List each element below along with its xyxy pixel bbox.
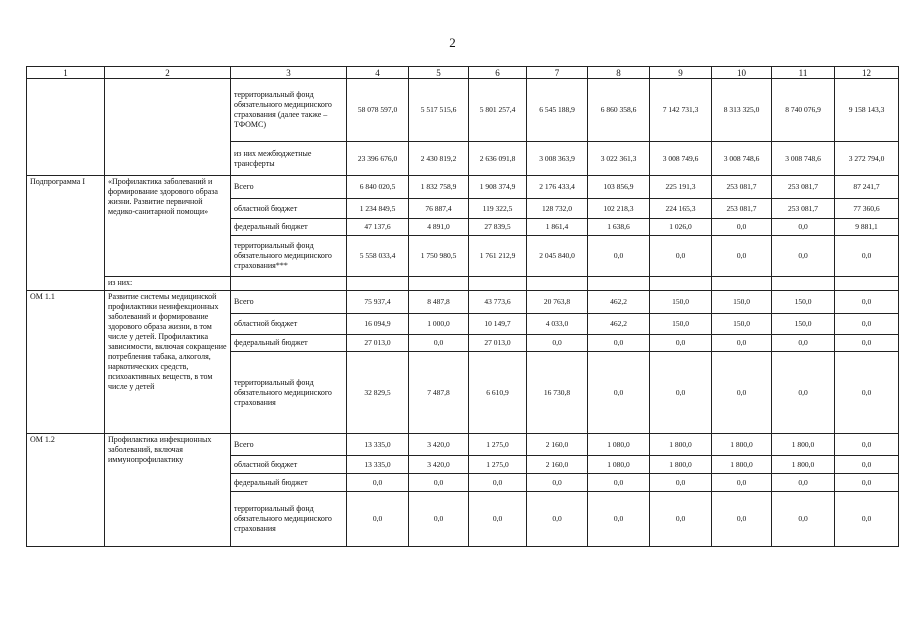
value-cell: 119 322,5: [469, 199, 527, 219]
column-header: 6: [469, 67, 527, 79]
value-cell: 0,0: [409, 335, 469, 352]
value-cell: [409, 277, 469, 291]
program-name-cell: Профилактика инфекционных заболеваний, включая иммунопрофилактику: [105, 434, 231, 547]
column-header: 4: [347, 67, 409, 79]
value-cell: 2 160,0: [527, 434, 588, 456]
value-cell: 150,0: [712, 314, 772, 335]
value-cell: 0,0: [409, 492, 469, 547]
page-number: 2: [449, 35, 456, 50]
value-cell: 0,0: [712, 335, 772, 352]
value-cell: 0,0: [772, 492, 835, 547]
value-cell: 1 026,0: [650, 219, 712, 236]
value-cell: 3 008 363,9: [527, 142, 588, 176]
funding-source-cell: федеральный бюджет: [231, 474, 347, 492]
funding-source-cell: областной бюджет: [231, 456, 347, 474]
value-cell: 0,0: [712, 236, 772, 277]
value-cell: 16 730,8: [527, 352, 588, 434]
row-code-cell: ОМ 1.2: [27, 434, 105, 547]
funding-source-cell: Всего: [231, 176, 347, 199]
program-name-cell: Развитие системы медицинской профилактики неинфекционных заболеваний и формирование здорового образа жизни, в том числе у детей. Профилактика зависимости, включая сокращение потребления табака, алкоголя, наркотических средств, психоактивных веществ, в том числе у детей: [105, 291, 231, 434]
value-cell: [588, 277, 650, 291]
value-cell: [347, 277, 409, 291]
value-cell: 23 396 676,0: [347, 142, 409, 176]
value-cell: 5 517 515,6: [409, 79, 469, 142]
value-cell: 3 420,0: [409, 456, 469, 474]
row-code-cell: Подпрограмма I: [27, 176, 105, 291]
funding-source-cell: Всего: [231, 434, 347, 456]
value-cell: 6 840 020,5: [347, 176, 409, 199]
value-cell: 1 080,0: [588, 434, 650, 456]
value-cell: 0,0: [835, 291, 899, 314]
value-cell: 0,0: [835, 335, 899, 352]
funding-source-cell: территориальный фонд обязательного медицинского страхования: [231, 352, 347, 434]
value-cell: 150,0: [772, 291, 835, 314]
value-cell: 0,0: [527, 335, 588, 352]
funding-source-cell: областной бюджет: [231, 314, 347, 335]
value-cell: 103 856,9: [588, 176, 650, 199]
value-cell: 1 638,6: [588, 219, 650, 236]
value-cell: 0,0: [712, 352, 772, 434]
value-cell: 0,0: [347, 474, 409, 492]
value-cell: 2 636 091,8: [469, 142, 527, 176]
table-row: [27, 434, 899, 456]
value-cell: 58 078 597,0: [347, 79, 409, 142]
funding-source-cell: территориальный фонд обязательного медицинского страхования: [231, 492, 347, 547]
funding-source-cell: территориальный фонд обязательного медицинского страхования***: [231, 236, 347, 277]
column-header: 10: [712, 67, 772, 79]
value-cell: 3 008 748,6: [712, 142, 772, 176]
value-cell: 0,0: [650, 492, 712, 547]
value-cell: 150,0: [712, 291, 772, 314]
header-row: [27, 67, 899, 79]
value-cell: 0,0: [588, 474, 650, 492]
value-cell: 0,0: [712, 492, 772, 547]
value-cell: 13 335,0: [347, 456, 409, 474]
value-cell: 128 732,0: [527, 199, 588, 219]
column-header: 1: [27, 67, 105, 79]
value-cell: 0,0: [588, 352, 650, 434]
value-cell: 77 360,6: [835, 199, 899, 219]
value-cell: 3 420,0: [409, 434, 469, 456]
value-cell: 2 176 433,4: [527, 176, 588, 199]
value-cell: 0,0: [469, 492, 527, 547]
value-cell: 0,0: [835, 314, 899, 335]
value-cell: 150,0: [772, 314, 835, 335]
value-cell: [469, 277, 527, 291]
value-cell: 1 861,4: [527, 219, 588, 236]
value-cell: 6 610,9: [469, 352, 527, 434]
value-cell: 7 487,8: [409, 352, 469, 434]
value-cell: 150,0: [650, 314, 712, 335]
value-cell: 0,0: [650, 236, 712, 277]
value-cell: 0,0: [835, 434, 899, 456]
value-cell: 462,2: [588, 314, 650, 335]
value-cell: 224 165,3: [650, 199, 712, 219]
value-cell: 16 094,9: [347, 314, 409, 335]
value-cell: 1 234 849,5: [347, 199, 409, 219]
value-cell: 6 860 358,6: [588, 79, 650, 142]
funding-source-cell: территориальный фонд обязательного медицинского страхования (далее также – ТФОМС): [231, 79, 347, 142]
value-cell: 1 800,0: [712, 434, 772, 456]
value-cell: 1 275,0: [469, 434, 527, 456]
value-cell: 32 829,5: [347, 352, 409, 434]
value-cell: 5 558 033,4: [347, 236, 409, 277]
value-cell: 9 881,1: [835, 219, 899, 236]
value-cell: 8 487,8: [409, 291, 469, 314]
column-header: 2: [105, 67, 231, 79]
row-code-cell: [27, 79, 105, 176]
value-cell: 102 218,3: [588, 199, 650, 219]
value-cell: [772, 277, 835, 291]
value-cell: 0,0: [469, 474, 527, 492]
table-row: [27, 291, 899, 314]
table-row: [27, 79, 899, 142]
value-cell: [650, 277, 712, 291]
value-cell: 0,0: [712, 474, 772, 492]
value-cell: 0,0: [772, 236, 835, 277]
value-cell: 27 013,0: [469, 335, 527, 352]
value-cell: 462,2: [588, 291, 650, 314]
value-cell: 1 800,0: [772, 456, 835, 474]
value-cell: 9 158 143,3: [835, 79, 899, 142]
table-row: [27, 176, 899, 199]
column-header: 9: [650, 67, 712, 79]
value-cell: 0,0: [650, 352, 712, 434]
value-cell: 0,0: [772, 335, 835, 352]
value-cell: 0,0: [835, 492, 899, 547]
value-cell: 3 008 748,6: [772, 142, 835, 176]
value-cell: 5 801 257,4: [469, 79, 527, 142]
column-header: 7: [527, 67, 588, 79]
value-cell: 1 832 758,9: [409, 176, 469, 199]
value-cell: 8 740 076,9: [772, 79, 835, 142]
program-name-cell: из них:: [105, 277, 231, 291]
value-cell: 27 013,0: [347, 335, 409, 352]
value-cell: 0,0: [527, 492, 588, 547]
value-cell: 0,0: [712, 219, 772, 236]
value-cell: 4 891,0: [409, 219, 469, 236]
value-cell: 1 000,0: [409, 314, 469, 335]
budget-table: [26, 66, 899, 547]
funding-source-cell: областной бюджет: [231, 199, 347, 219]
value-cell: 0,0: [588, 335, 650, 352]
value-cell: 0,0: [588, 492, 650, 547]
value-cell: 6 545 188,9: [527, 79, 588, 142]
value-cell: 75 937,4: [347, 291, 409, 314]
value-cell: 1 800,0: [650, 456, 712, 474]
column-header: 8: [588, 67, 650, 79]
value-cell: 8 313 325,0: [712, 79, 772, 142]
table-row: [27, 277, 899, 291]
value-cell: 47 137,6: [347, 219, 409, 236]
column-header: 11: [772, 67, 835, 79]
value-cell: 1 750 980,5: [409, 236, 469, 277]
value-cell: 0,0: [772, 219, 835, 236]
funding-source-cell: Всего: [231, 291, 347, 314]
value-cell: 1 761 212,9: [469, 236, 527, 277]
value-cell: 76 887,4: [409, 199, 469, 219]
value-cell: 10 149,7: [469, 314, 527, 335]
value-cell: 0,0: [527, 474, 588, 492]
value-cell: 1 800,0: [712, 456, 772, 474]
value-cell: 2 430 819,2: [409, 142, 469, 176]
value-cell: 0,0: [835, 236, 899, 277]
row-code-cell: ОМ 1.1: [27, 291, 105, 434]
value-cell: 20 763,8: [527, 291, 588, 314]
value-cell: 0,0: [772, 474, 835, 492]
program-name-cell: «Профилактика заболеваний и формирование здорового образа жизни. Развитие первичной медико-санитарной помощи»: [105, 176, 231, 277]
value-cell: 1 080,0: [588, 456, 650, 474]
value-cell: [712, 277, 772, 291]
value-cell: 0,0: [409, 474, 469, 492]
funding-source-cell: федеральный бюджет: [231, 219, 347, 236]
value-cell: 253 081,7: [712, 199, 772, 219]
value-cell: 253 081,7: [772, 176, 835, 199]
column-header: 3: [231, 67, 347, 79]
value-cell: 1 800,0: [650, 434, 712, 456]
value-cell: 1 275,0: [469, 456, 527, 474]
value-cell: 3 022 361,3: [588, 142, 650, 176]
value-cell: 1 800,0: [772, 434, 835, 456]
value-cell: 253 081,7: [712, 176, 772, 199]
value-cell: 2 045 840,0: [527, 236, 588, 277]
value-cell: 7 142 731,3: [650, 79, 712, 142]
value-cell: 0,0: [650, 474, 712, 492]
value-cell: 0,0: [772, 352, 835, 434]
value-cell: 0,0: [835, 456, 899, 474]
value-cell: 27 839,5: [469, 219, 527, 236]
funding-source-cell: федеральный бюджет: [231, 335, 347, 352]
value-cell: 87 241,7: [835, 176, 899, 199]
value-cell: 253 081,7: [772, 199, 835, 219]
value-cell: 0,0: [588, 236, 650, 277]
value-cell: 3 008 749,6: [650, 142, 712, 176]
value-cell: 13 335,0: [347, 434, 409, 456]
value-cell: 2 160,0: [527, 456, 588, 474]
value-cell: 225 191,3: [650, 176, 712, 199]
funding-source-cell: из них межбюджетные трансферты: [231, 142, 347, 176]
funding-source-cell: [231, 277, 347, 291]
value-cell: 0,0: [347, 492, 409, 547]
value-cell: [527, 277, 588, 291]
value-cell: 150,0: [650, 291, 712, 314]
value-cell: 0,0: [650, 335, 712, 352]
program-name-cell: [105, 79, 231, 176]
column-header: 12: [835, 67, 899, 79]
value-cell: 0,0: [835, 474, 899, 492]
value-cell: 0,0: [835, 352, 899, 434]
value-cell: 4 033,0: [527, 314, 588, 335]
value-cell: 1 908 374,9: [469, 176, 527, 199]
column-header: 5: [409, 67, 469, 79]
value-cell: 3 272 794,0: [835, 142, 899, 176]
value-cell: [835, 277, 899, 291]
value-cell: 43 773,6: [469, 291, 527, 314]
